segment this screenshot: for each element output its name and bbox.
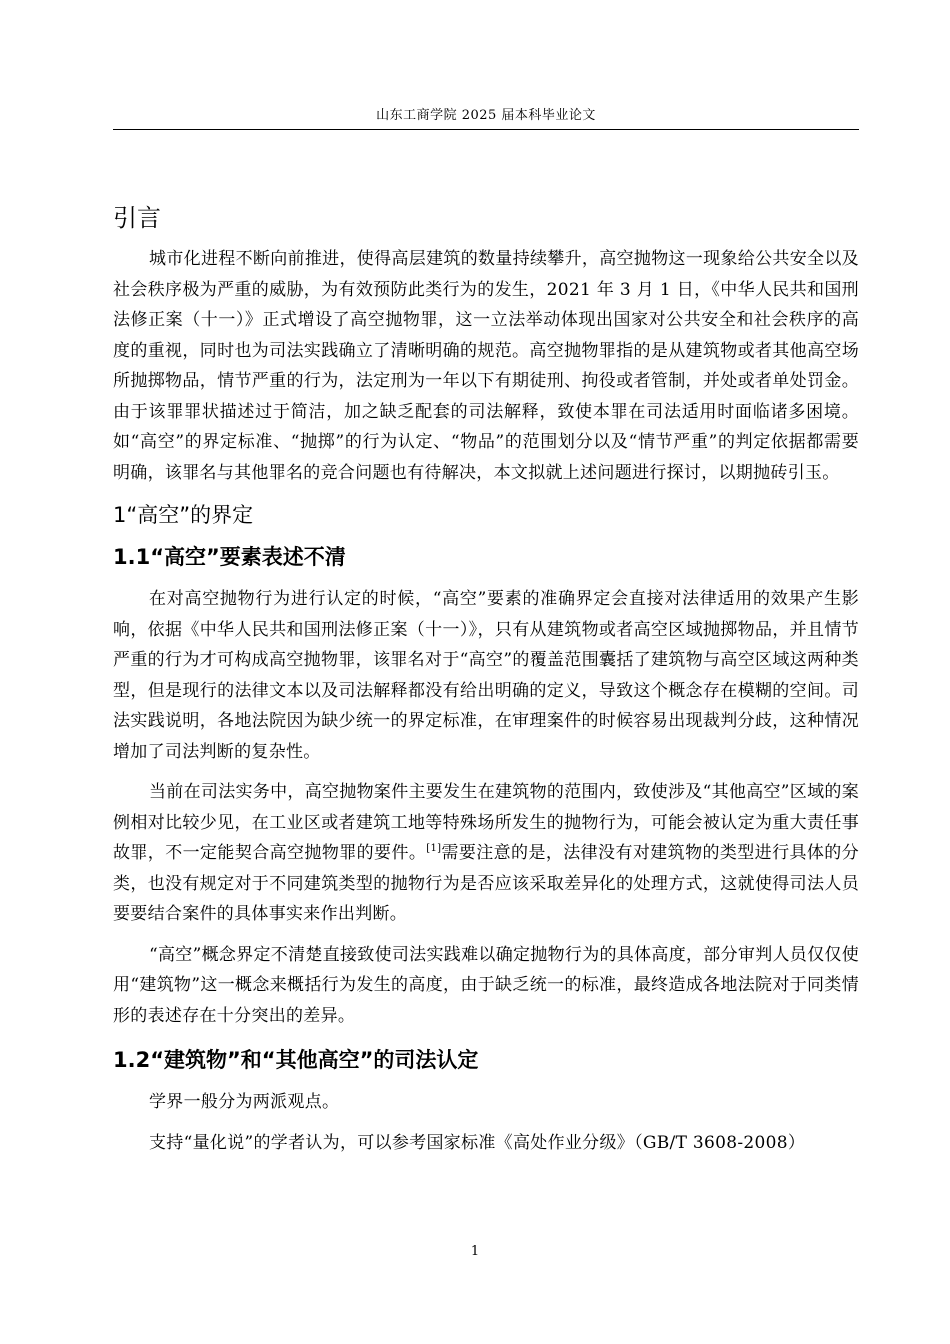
section-1-2-paragraph-2: 支持“量化说”的学者认为，可以参考国家标准《高处作业分级》（GB/T 3608-2008） — [149, 1132, 806, 1153]
intro-paragraph: 城市化进程不断向前推进，使得高层建筑的数量持续攀升，高空抛物这一现象给公共安全以及社会秩序极为严重的威胁，为有效预防此类行为的发生，2021 年 3 月 1 日，《中华人民共和国刑法修正案（十一）》正式增设了高空抛物罪，这一立法举动体现出国家对公共安全和社会秩序的高度的重视，同时也为司法实践确立了清晰明确的规范。高空抛物罪指的是从建筑物或者其他高空场所抛掷物品，情节严重的行为，法定刑为一年以下有期徒刑、拘役或者管制，并处或者单处罚金。由于该罪罪状描述过于简洁，加之缺乏配套的司法解释，致使本罪在司法适用时面临诸多困境。如“高空”的界定标准、“抛掷”的行为认定、“物品”的范围划分以及“情节严重”的判定依据都需要明确，该罪名与其他罪名的竞合问题也有待解决，本文拟就上述问题进行探讨，以期抛砖引玉。 — [113, 249, 859, 483]
section-1-2-heading: 1.2“建筑物”和“其他高空”的司法认定 — [113, 1048, 479, 1072]
section-1-1-paragraph-1: 在对高空抛物行为进行认定的时候，“高空”要素的准确界定会直接对法律适用的效果产生影响，依据《中华人民共和国刑法修正案（十一）》，只有从建筑物或者高空区域抛掷物品，并且情节严重的行为才可构成高空抛物罪，该罪名对于“高空”的覆盖范围囊括了建筑物与高空区域这两种类型，但是现行的法律文本以及司法解释都没有给出明确的定义，导致这个概念存在模糊的空间。司法实践说明，各地法院因为缺少统一的界定标准，在审理案件的时候容易出现裁判分歧，这种情况增加了司法判断的复杂性。 — [113, 589, 859, 762]
header-divider — [113, 129, 859, 130]
document-body — [113, 198, 859, 1158]
intro-heading: 引言 — [113, 204, 161, 232]
section-1-1-heading: 1.1“高空”要素表述不清 — [113, 545, 346, 569]
section-1-1-paragraph-2 — [113, 777, 859, 930]
paragraph-2-text-after-citation: 需要注意的是，法律没有对建筑物的类型进行具体的分类，也没有规定对于不同建筑类型的抛物行为是否应该采取差异化的处理方式，这就使得司法人员要要结合案件的具体事实来作出判断。 — [113, 843, 859, 924]
section-1-2-paragraph-1: 学界一般分为两派观点。 — [149, 1092, 340, 1112]
section-1-1-paragraph-3: “高空”概念界定不清楚直接致使司法实践难以确定抛物行为的具体高度，部分审判人员仅仅使用“建筑物”这一概念来概括行为发生的高度，由于缺乏统一的标准，最终造成各地法院对于同类情形的表述存在十分突出的差异。 — [113, 944, 859, 1026]
running-header: 山东工商学院 2025 届本科毕业论文 — [376, 108, 596, 123]
page-number: 1 — [470, 1244, 480, 1259]
section-1-heading: 1“高空”的界定 — [113, 503, 254, 527]
paragraph-2-text-before-citation: 当前在司法实务中，高空抛物案件主要发生在建筑物的范围内，致使涉及“其他高空”区域的案例相对比较少见，在工业区或者建筑工地等特殊场所发生的抛物行为，可能会被认定为重大责任事故罪，不一定能契合高空抛物罪的要件。 — [113, 782, 859, 863]
citation-reference[interactable]: [1] — [426, 843, 442, 854]
